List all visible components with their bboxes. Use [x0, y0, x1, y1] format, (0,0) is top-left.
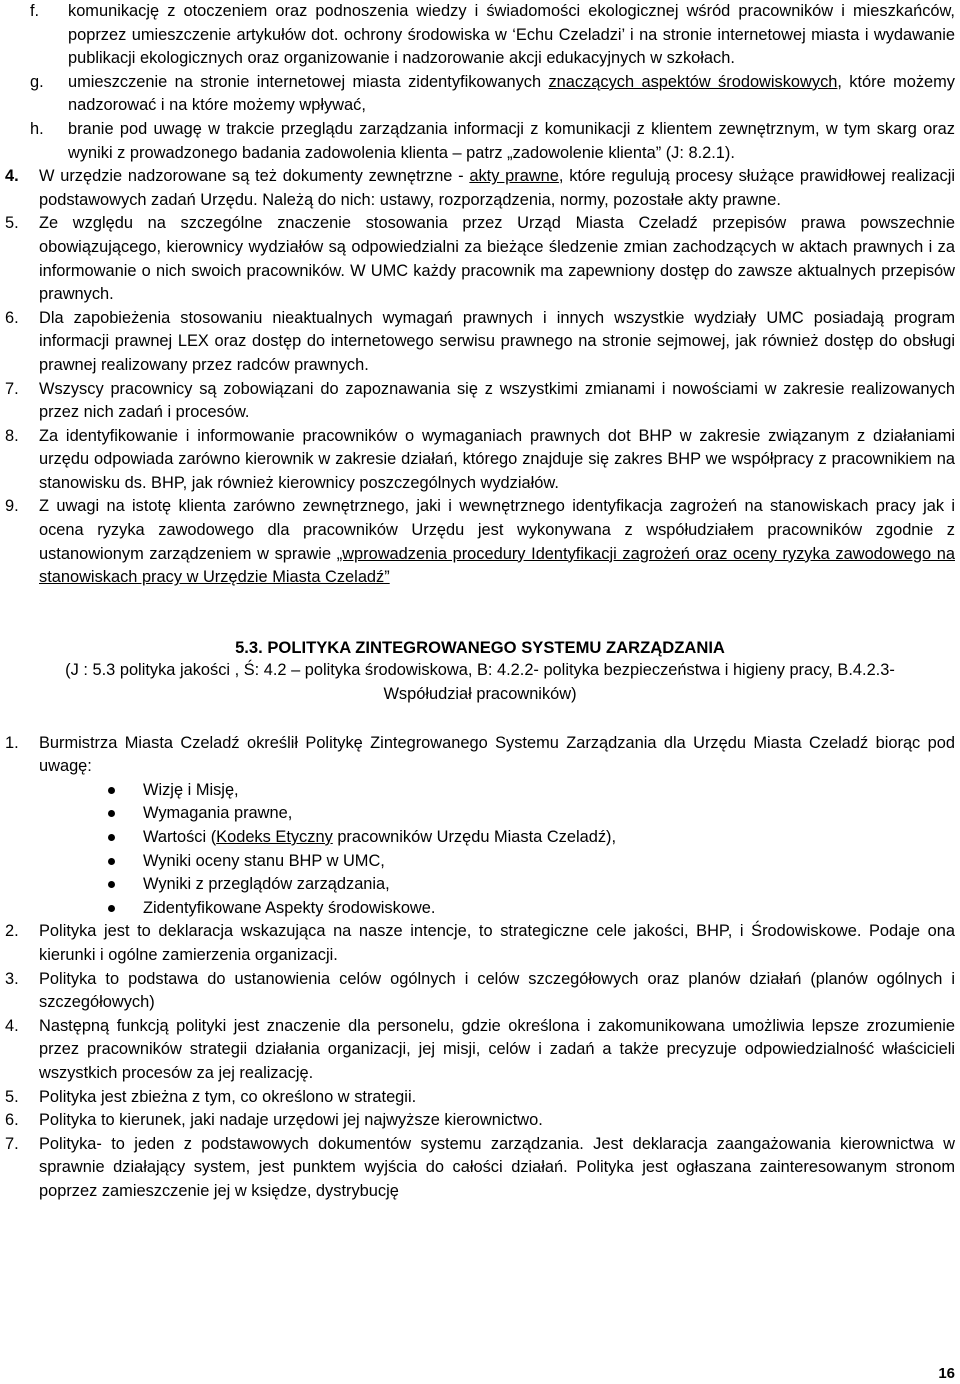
- policy-item-4: [0, 1015, 960, 1086]
- section-heading: 5.3. POLITYKA ZINTEGROWANEGO SYSTEMU ZARZĄDZANIA: [235, 637, 725, 657]
- list-text: Polityka to kierunek, jaki nadaje urzędowi jej najwyższe kierownictwo.: [39, 1111, 543, 1130]
- bullet-item: [0, 802, 960, 826]
- legal-acts-link[interactable]: akty prawne: [469, 167, 559, 186]
- list-item-h: [0, 118, 960, 165]
- list-text: Polityka jest to deklaracja wskazująca na nasze intencje, to strategiczne cele jakości, BHP, i Środowiskowe. Podaje ona kierunki i ogólne zamierzenia organizacji.: [39, 922, 955, 964]
- bullet-item: [0, 897, 960, 921]
- list-label: 8.: [5, 426, 19, 445]
- policy-item-1: [0, 732, 960, 779]
- bullet-text: Wartości (: [143, 828, 217, 846]
- bullet-list: [0, 779, 960, 921]
- list-text: umieszczenie na stronie internetowej miasta zidentyfikowanych: [68, 72, 549, 91]
- list-label: 5.: [5, 1087, 19, 1106]
- numbered-item-7: [0, 378, 960, 425]
- policy-item-6: [0, 1109, 960, 1133]
- list-text: Ze względu na szczególne znaczenie stosowania przez Urząd Miasta Czeladź przepisów prawa powszechnie obowiązującego, kierownicy wydziałów są odpowiedzialni za bieżące śledzenie zmian zachodzących w aktach prawnych i za informowanie o nich swoich pracowników. W UMC każdy pracownik ma zapewniony dostęp do zawsze aktualnych przepisów prawnych.: [39, 214, 955, 304]
- list-label: 5.: [5, 214, 19, 233]
- numbered-item-5: [0, 212, 960, 306]
- bullet-text: Wizję i Misję,: [143, 780, 239, 799]
- list-text: Za identyfikowanie i informowanie pracowników o wymaganiach prawnych dot BHP w zakresie związanym z działaniami urzędu odpowiada zarówno kierownik w zakresie działań, którego znajduje się zakres BHP we współpracy z pracownikiem na stanowisku ds. BHP, jak również kierownicy poszczególnych wydziałów.: [39, 426, 955, 492]
- list-text: Burmistrza Miasta Czeladź określił Politykę Zintegrowanego Systemu Zarządzania dla Urzędu Miasta Czeladź biorąc pod uwagę:: [39, 733, 955, 776]
- list-label: g.: [30, 72, 44, 91]
- bullet-item: [0, 873, 960, 897]
- bullet-text: Wymagania prawne,: [143, 804, 293, 823]
- list-item-g: [0, 71, 960, 118]
- list-label: h.: [30, 119, 44, 138]
- spacer: [0, 707, 960, 732]
- list-text: W urzędzie nadzorowane są też dokumenty zewnętrzne -: [39, 167, 470, 186]
- list-text: , które regulują procesy służące prawidłowej realizacji podstawowych zadań Urzędu. Należą do nich: ustawy, rozporządzenia, normy, pozostałe akty prawne.: [39, 167, 956, 209]
- page-number: 16: [938, 1365, 955, 1382]
- numbered-item-8: [0, 425, 960, 496]
- list-label: 2.: [5, 922, 19, 941]
- list-text: Z uwagi na istotę klienta zarówno zewnętrznego, jaki i wewnętrznego identyfikacja zagrożeń na stanowiskach pracy jak i ocena ryzyka zawodowego dla pracowników Urzędu jest wykonywana z współudziałem pracowników zgodnie z ustanowionym zarządzeniem w sprawie: [39, 497, 955, 563]
- procedure-link[interactable]: „wprowadzenia procedury Identyfikacji zagrożeń oraz oceny ryzyka zawodowego na stanowiskach pracy w Urzędzie Miasta Czeladź”: [39, 544, 955, 587]
- list-text: , które możemy nadzorować i na które możemy wpływać,: [68, 72, 956, 115]
- list-label: f.: [30, 2, 40, 20]
- policy-item-5: [0, 1086, 960, 1110]
- section-subheading: (J : 5.3 polityka jakości , Ś: 4.2 – polityka środowiskowa, B: 4.2.2- polityka bezpieczeństwa i higieny pracy, B.4.2.3- Współudział pracowników): [65, 661, 895, 704]
- numbered-item-9: [0, 495, 960, 589]
- ethics-code-link[interactable]: Kodeks Etyczny: [216, 828, 333, 846]
- list-label: 7.: [5, 379, 19, 398]
- bullet-item: [0, 850, 960, 874]
- list-text: Następną funkcją polityki jest znaczenie dla personelu, gdzie określona i zakomunikowana umożliwia lepsze zrozumienie przez pracowników strategii działania organizacji, jej misji, celów i zadań a także precyzuje odpowiedzialność właścicieli wszystkich procesów za jej realizację.: [39, 1016, 955, 1082]
- policy-item-7: [0, 1133, 960, 1204]
- bullet-text: pracowników Urzędu Miasta Czeladź),: [332, 828, 617, 846]
- bullet-text: Zidentyfikowane Aspekty środowiskowe.: [143, 898, 436, 917]
- list-text: branie pod uwagę w trakcie przeglądu zarządzania informacji z komunikacji z klientem zewnętrznym, w tym skarg oraz wyniki z prowadzonego badania zadowolenia klienta – patrz „zadowolenie klienta” (J: 8.2.1).: [68, 119, 955, 162]
- list-label: 6.: [5, 308, 19, 327]
- numbered-item-4: [0, 165, 960, 212]
- list-label: 7.: [5, 1134, 19, 1153]
- list-text: Polityka to podstawa do ustanowienia celów ogólnych i celów szczegółowych oraz planów działań (planów ogólnych i szczegółowych): [39, 969, 955, 1012]
- bullet-text: Wyniki z przeglądów zarządzania,: [143, 875, 390, 894]
- bullet-item: [0, 779, 960, 803]
- policy-item-3: [0, 968, 960, 1015]
- list-text: Dla zapobieżenia stosowaniu nieaktualnych wymagań prawnych i innych wszystkie wydziały UMC posiadają program informacji prawnej LEX oraz dostęp do internetowego serwisu prawnego na stronie sejmowej, jak również dostęp do obsługi prawnej realizowany przez radców prawnych.: [39, 308, 955, 374]
- list-text: Wszyscy pracownicy są zobowiązani do zapoznawania się z wszystkimi zmianami i nowościami w zakresie realizowanych przez nich zadań i procesów.: [39, 379, 955, 422]
- list-label: 4.: [5, 1016, 19, 1035]
- list-label: 3.: [5, 969, 19, 988]
- numbered-item-6: [0, 307, 960, 378]
- list-item-f: [0, 0, 960, 71]
- list-label: 9.: [5, 497, 19, 516]
- aspects-link[interactable]: znaczących aspektów środowiskowych: [548, 72, 838, 91]
- bullet-item: [0, 826, 960, 850]
- list-text: komunikację z otoczeniem oraz podnoszenia wiedzy i świadomości ekologicznej wśród pracowników i mieszkańców, poprzez umieszczenie artykułów dot. ochrony środowiska w ‘Echu Czeladzi’ i na stronie internetowej miasta i wydawanie publikacji ekologicznych oraz organizowanie i nadzorowanie akcji edukacyjnych w szkołach.: [68, 2, 955, 68]
- policy-item-2: [0, 920, 960, 967]
- bullet-text: Wyniki oceny stanu BHP w UMC,: [143, 851, 385, 870]
- list-label: 4.: [5, 167, 19, 186]
- list-text: Polityka- to jeden z podstawowych dokumentów systemu zarządzania. Jest deklaracja zaangażowania kierownictwa w sprawnie działający system, jest punktem wyjścia do całości działań. Polityka jest ogłaszana zainteresowanym stronom poprzez zamieszczenie jej w księdze, dystrybucję: [39, 1134, 955, 1200]
- list-label: 1.: [5, 733, 19, 752]
- list-label: 6.: [5, 1111, 19, 1130]
- list-text: Polityka jest zbieżna z tym, co określono w strategii.: [39, 1087, 417, 1106]
